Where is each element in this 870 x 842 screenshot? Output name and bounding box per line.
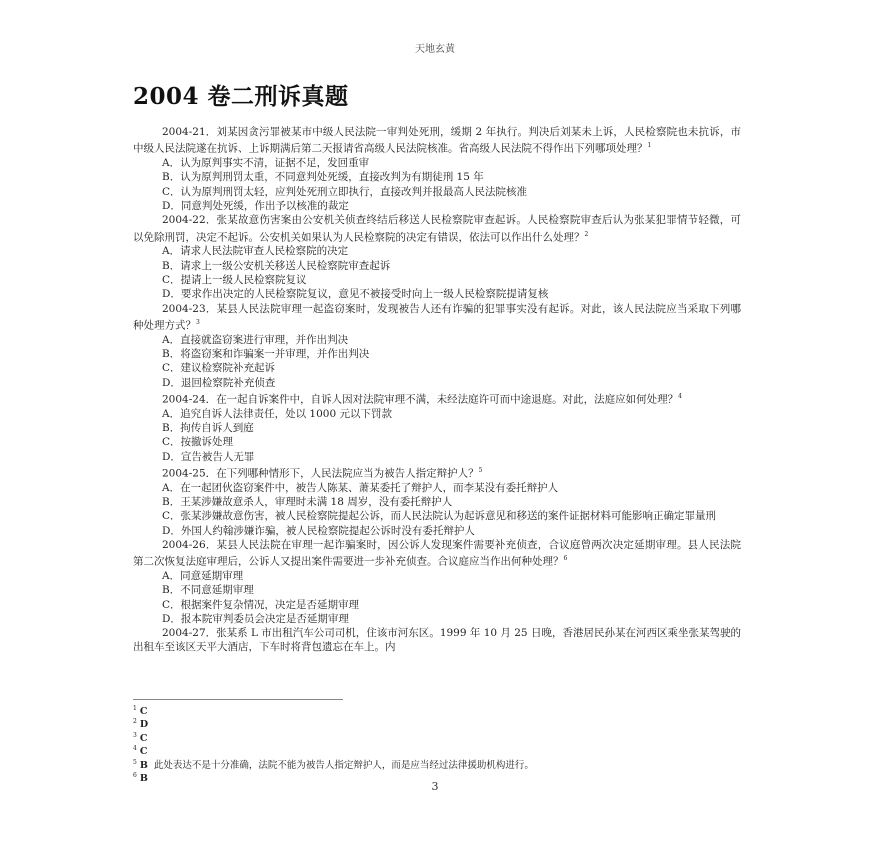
question-option: D．要求作出决定的人民检察院复议，意见不被接受时向上一级人民检察院提请复核 bbox=[162, 288, 549, 301]
question-option: C．认为原判刑罚太轻，应判处死刑立即执行，直接改判并报最高人民法院核准 bbox=[162, 185, 528, 198]
footnote: $^6$ B bbox=[133, 772, 148, 785]
question-option: C．建议检察院补充起诉 bbox=[162, 362, 276, 375]
question-option: B．请求上一级公安机关移送人民检察院审查起诉 bbox=[162, 259, 391, 272]
footnote-marker: 2 bbox=[584, 230, 589, 238]
question-option: B．认为原判刑罚太重，不同意判处死缓，直接改判为有期徒刑 15 年 bbox=[162, 171, 484, 184]
question-option: B．王某涉嫌故意杀人，审理时未满 18 周岁，没有委托辩护人 bbox=[162, 495, 453, 508]
footnote-divider bbox=[133, 699, 343, 700]
question-option: A．同意延期审理 bbox=[162, 569, 244, 582]
question-option: A．请求人民法院审查人民检察院的决定 bbox=[162, 245, 349, 258]
page-header: 天地玄黄 bbox=[415, 44, 455, 55]
question-stem: 2004-24．在一起自诉案件中，自诉人因对法院审理不满，未经法庭许可而中途退庭。对此，法庭应如何处理？$^4$ bbox=[162, 392, 682, 406]
page-title: 2004 卷二刑诉真题 bbox=[133, 83, 349, 110]
question-option: D．报本院审判委员会决定是否延期审理 bbox=[162, 612, 349, 625]
footnote-marker: 5 bbox=[478, 466, 483, 474]
question-option: C．提请上一级人民检察院复议 bbox=[162, 273, 307, 286]
question-option: A．直接就盗窃案进行审理，并作出判决 bbox=[162, 333, 349, 346]
footnote: $^3$ C bbox=[133, 731, 148, 745]
question-stem: 2004-22．张某故意伤害案由公安机关侦查终结后移送人民检察院审查起诉。人民检察院审查后认为张某犯罪情节轻微，可以免除刑罚，决定不起诉。公安机关如果认为人民检察院的决定有错误，依法可以作出什么处理？$^2$ bbox=[133, 214, 741, 244]
footnote-marker: 4 bbox=[678, 392, 682, 400]
question-option: A．认为原判事实不清，证据不足，发回重审 bbox=[162, 157, 370, 170]
question-stem: 2004-25．在下列哪种情形下，人民法院应当为被告人指定辩护人？$^5$ bbox=[162, 466, 483, 480]
page-number: 3 bbox=[431, 780, 439, 793]
footnote-marker: 1 bbox=[647, 142, 652, 150]
question-option: C．按撤诉处理 bbox=[162, 436, 234, 449]
question-option: C．根据案件复杂情况，决定是否延期审理 bbox=[162, 598, 360, 611]
question-option: D．同意判处死缓，作出予以核准的裁定 bbox=[162, 199, 349, 212]
document-body bbox=[133, 125, 741, 655]
question-stem: 2004-27．张某系 L 市出租汽车公司司机，住该市河东区。1999 年 10 月 25 日晚，香港居民孙某在河西区乘坐张某驾驶的出租车至该区天平大酒店，下车时将背包遗忘在车上。内 bbox=[133, 627, 741, 654]
footnote-marker: 3 bbox=[196, 318, 200, 326]
footnote: $^4$ C bbox=[133, 745, 148, 758]
question-option: D．宣告被告人无罪 bbox=[162, 450, 255, 463]
question-option: A．在一起团伙盗窃案件中，被告人陈某、萧某委托了辩护人，而李某没有委托辩护人 bbox=[162, 481, 559, 494]
question-option: B．拘传自诉人到庭 bbox=[162, 421, 254, 434]
question-option: B．不同意延期审理 bbox=[162, 584, 254, 597]
question-stem: 2004-21．刘某因贪污罪被某市中级人民法院一审判处死刑，缓期 2 年执行。判决后刘某未上诉，人民检察院也未抗诉，市中级人民法院遂在抗诉、上诉期满后第二天报请省高级人民法院核准。省高级人民法院不得作出下列哪项处理？$^1$ bbox=[133, 126, 741, 155]
question-stem: 2004-26．某县人民法院在审理一起诈骗案时，因公诉人发现案件需要补充侦查，合议庭曾两次决定延期审理。县人民法院第二次恢复法庭审理后，公诉人又提出案件需要进一步补充侦查。合议庭应当作出何种处理？$^6$ bbox=[133, 538, 741, 568]
question-option: B．将盗窃案和诈骗案一并审理，并作出判决 bbox=[162, 347, 370, 360]
question-stem: 2004-23．某县人民法院审理一起盗窃案时，发现被告人还有诈骗的犯罪事实没有起诉。对此，该人民法院应当采取下列哪种处理方式？$^3$ bbox=[133, 302, 741, 332]
question-option: C．张某涉嫌故意伤害，被人民检察院提起公诉，而人民法院认为起诉意见和移送的案件证据材料可能影响正确定罪量刑 bbox=[162, 510, 717, 523]
footnotes bbox=[133, 704, 534, 785]
footnote: $^2$ D bbox=[133, 718, 149, 731]
footnote: $^5$ B 此处表达不是十分准确，法院不能为被告人指定辩护人，而是应当经过法律援助机构进行。 bbox=[133, 758, 534, 771]
question-option: D．退回检察院补充侦查 bbox=[162, 376, 276, 389]
question-option: A．追究自诉人法律责任，处以 1000 元以下罚款 bbox=[162, 407, 392, 420]
footnote-marker: 6 bbox=[563, 555, 568, 563]
footnote: $^1$ C bbox=[133, 705, 148, 718]
question-option: D．外国人约翰涉嫌诈骗，被人民检察院提起公诉时没有委托辩护人 bbox=[162, 524, 475, 537]
